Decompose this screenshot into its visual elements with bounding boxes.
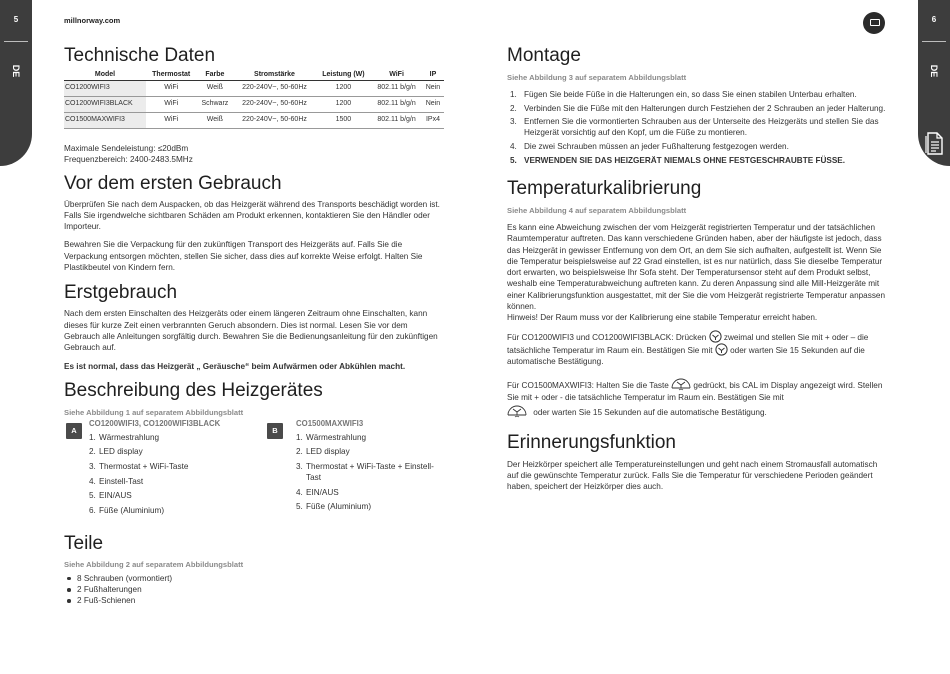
list-item: 2. LED display [296,447,350,457]
website-url: millnorway.com [64,16,121,25]
badge-b: B [267,423,283,439]
tab-divider [4,41,28,42]
table-cell: 802.11 b/g/n [371,81,422,97]
table-cell: WiFi [146,81,196,97]
paragraph-bold: Es ist normal, dass das Heizgerät „ Geräusche“ beim Aufwärmen oder Abkühlen macht. [64,361,406,371]
thermostat-button-icon [715,343,728,356]
table-cell: CO1200WIFI3BLACK [64,97,146,113]
table-row [64,97,444,113]
list-item: 2 Fuß-Schienen [64,595,444,606]
list-item: 2. LED display [89,447,143,457]
paragraph: Es kann eine Abweichung zwischen der vom Heizgerät registrierten Temperatur und der tatsächlichen Raumtemperatur auftreten. Das kann verschiedene Gründen haben, aber der häufigste ist jedoch, dass das Heizgerät in gewisser Entfernung von dem Ort, an dem Sie sich aufhalten, aufgestellt ist. Wenn Sie die Temperatur beispielsweise auf 22 Grad einstellen, ist es nur natürlich, dass Sie dieselbe Temperatur dort erwarten, wo beispielsweise Ihr Sofa steht. Der Temperatursensor steht auf dem Produkt selbst, weshalb eine Temperaturabweichung auftreten kann. Zu deren Anpassung sind alle Mill-Heizgeräte mit einer Kalibrierungsfunktion ausgestattet, mit der Sie die vom Heizgerät registrierte Temperatur anpassen können. Hinweis! Der Raum muss vor der Kalibrierung eine stabile Temperatur erreicht haben. [507,222,886,323]
table-cell: Weiß [196,81,233,97]
figure-reference: Siehe Abbildung 2 auf separatem Abbildungsblatt [64,559,244,569]
page-number-right: 6 [931,15,937,24]
document-icon [925,132,943,155]
thermostat-button-icon [709,330,722,343]
group-a-list [89,432,249,520]
thermostat-wifi-button-icon [671,376,691,392]
table-row [64,113,444,129]
parts-list [64,573,444,607]
figure-reference: Siehe Abbildung 1 auf separatem Abbildungsblatt [64,407,244,417]
paragraph: Bewahren Sie die Verpackung für den zukünftigen Transport des Heizgeräts auf. Falls Sie die Verpackung entsorgen möchten, stellen Sie sicher, dass dies auf korrekte Weise erfolgt. Halten Sie Plastikbeutel von Kindern fern. [64,240,423,273]
section-title-erst: Erstgebrauch [64,282,178,304]
list-item: 3. Entfernen Sie die vormontierten Schrauben aus der Unterseite des Heizgeräts und stellen Sie das Heizgerät vorsichtig auf den Kopf, um die Füße zu montieren. [510,117,879,138]
list-item: 6. Füße (Aluminium) [89,505,165,515]
table-cell: 1200 [316,97,372,113]
section-title-beschr: Beschreibung des Heizgerätes [64,379,323,401]
transmit-power: Maximale Sendeleistung: ≤20dBm [64,144,189,153]
paragraph: Der Heizkörper speichert alle Temperatureinstellungen und geht nach einem Stromausfall automatisch auf die gewünschte Temperatur zurück. Falls Sie die Temperatur für verschiedene Perioden geändert haben, speichert der Heizkörper dies auch. [507,459,878,492]
table-cell: CO1200WIFI3 [64,81,146,97]
group-a-title: CO1200WIFI3, CO1200WIFI3BLACK [89,418,221,428]
description-groups [64,418,444,524]
list-item: 5. EIN/AUS [89,491,132,501]
col-header: Thermostat [146,70,196,81]
paragraph-co1200: Für CO1200WIFI3 und CO1200WIFI3BLACK: Drücken zweimal und stellen Sie mit + oder – die tatsächliche Temperatur im Raum ein. Bestätigen Sie mit oder warten Sie 15 Sekunden auf die automatische Bestätigung. [507,330,887,368]
table-cell: 802.11 b/g/n [371,97,422,113]
col-header: Stromstärke [233,70,315,81]
list-item: 3. Thermostat + WiFi-Taste + Einstell-Tast [296,462,434,483]
table-cell: CO1500MAXWIFI3 [64,113,146,129]
table-cell: WiFi [146,97,196,113]
table-cell: IPx4 [422,113,444,129]
list-item: 2. Verbinden Sie die Füße mit den Halterungen durch Festziehen der 2 Schrauben an jeder Halterung. [510,103,886,113]
col-header: IP [422,70,444,81]
heater-logo-icon [863,12,885,34]
figure-reference: Siehe Abbildung 4 auf separatem Abbildungsblatt [507,205,687,215]
list-item: 2 Fußhalterungen [64,584,444,595]
paragraph-co1500: Für CO1500MAXWIFI3: Halten Sie die Taste gedrückt, bis CAL im Display angezeigt wird. Stellen Sie mit + oder - die tatsächliche Temperatur im Raum ein. Bestätigen Sie mit oder warten Sie 15 Sekunden auf die automatische Bestätigung. [507,376,887,419]
section-title-montage: Montage [507,45,581,66]
list-item: 3. Thermostat + WiFi-Taste [89,462,189,472]
col-header: Leistung (W) [316,70,372,81]
list-item: 5. Füße (Aluminium) [296,502,372,512]
page-number-left: 5 [13,15,19,24]
section-title-vor: Vor dem ersten Gebrauch [64,172,282,194]
table-cell: 802.11 b/g/n [371,113,422,129]
list-item: 1. Wärmestrahlung [89,432,160,442]
list-item: 4. Die zwei Schrauben müssen an jeder Fußhalterung festgezogen werden. [510,142,789,152]
spec-table [64,70,444,129]
badge-a: A [66,423,82,439]
col-header: Model [64,70,146,81]
table-cell: WiFi [146,113,196,129]
language-label-left: DE [11,64,21,78]
right-column [507,44,887,493]
language-label-right: DE [929,64,939,78]
table-cell: 1200 [316,81,372,97]
left-column [64,44,444,607]
group-b-title: CO1500MAXWIFI3 [296,418,364,428]
list-item: 8 Schrauben (vormontiert) [64,573,444,584]
table-row [64,81,444,97]
list-item: 4. Einstell-Tast [89,476,144,486]
thermostat-wifi-button-icon [507,403,527,419]
figure-reference: Siehe Abbildung 3 auf separatem Abbildungsblatt [507,73,687,82]
table-cell: 220-240V~, 50-60Hz [233,81,315,97]
table-cell: Nein [422,81,444,97]
section-title-kalib: Temperaturkalibrierung [507,177,702,199]
section-title-tech: Technische Daten [64,45,216,66]
right-page-tab [918,0,950,166]
section-title-teile: Teile [64,532,104,554]
table-cell: 220-240V~, 50-60Hz [233,113,315,129]
table-cell: 220-240V~, 50-60Hz [233,97,315,113]
table-cell: Nein [422,97,444,113]
list-item: 1. Fügen Sie beide Füße in die Halterungen ein, so dass Sie einen stabilen Unterbau erhalten. [510,90,857,99]
group-b-list [296,432,436,516]
frequency-range: Frequenzbereich: 2400-2483.5MHz [64,155,193,165]
table-header-row [64,70,444,81]
section-title-erinn: Erinnerungsfunktion [507,431,676,453]
list-item: 5. VERWENDEN SIE DAS HEIZGERÄT NIEMALS OHNE FESTGESCHRAUBTE FÜSSE. [510,155,846,165]
table-cell: Weiß [196,113,233,129]
table-cell: Schwarz [196,97,233,113]
table-cell: 1500 [316,113,372,129]
list-item: 4. EIN/AUS [296,487,339,497]
col-header: WiFi [371,70,422,81]
tab-divider [922,41,946,42]
col-header: Farbe [196,70,233,81]
list-item: 1. Wärmestrahlung [296,432,367,442]
left-page-tab [0,0,32,166]
paragraph: Überprüfen Sie nach dem Auspacken, ob das Heizgerät während des Transports beschädigt worden ist. Falls Sie irgendwelche sichtbaren Schäden am Produkt erkennen, kontaktieren Sie den Händler oder Importeur. [64,199,440,232]
paragraph: Nach dem ersten Einschalten des Heizgeräts oder einem längeren Zeitraum ohne Einschalten, kann dieses für kurze Zeit einen verbrannten Geruch absondern. Dies ist normal. Lesen Sie vor dem Gebrauch alle Anleitungen sorgfältig durch. Bewahren Sie die Bedienungsanleitung für den zukünftigen Gebrauch auf. [64,309,438,353]
montage-steps [507,89,887,166]
